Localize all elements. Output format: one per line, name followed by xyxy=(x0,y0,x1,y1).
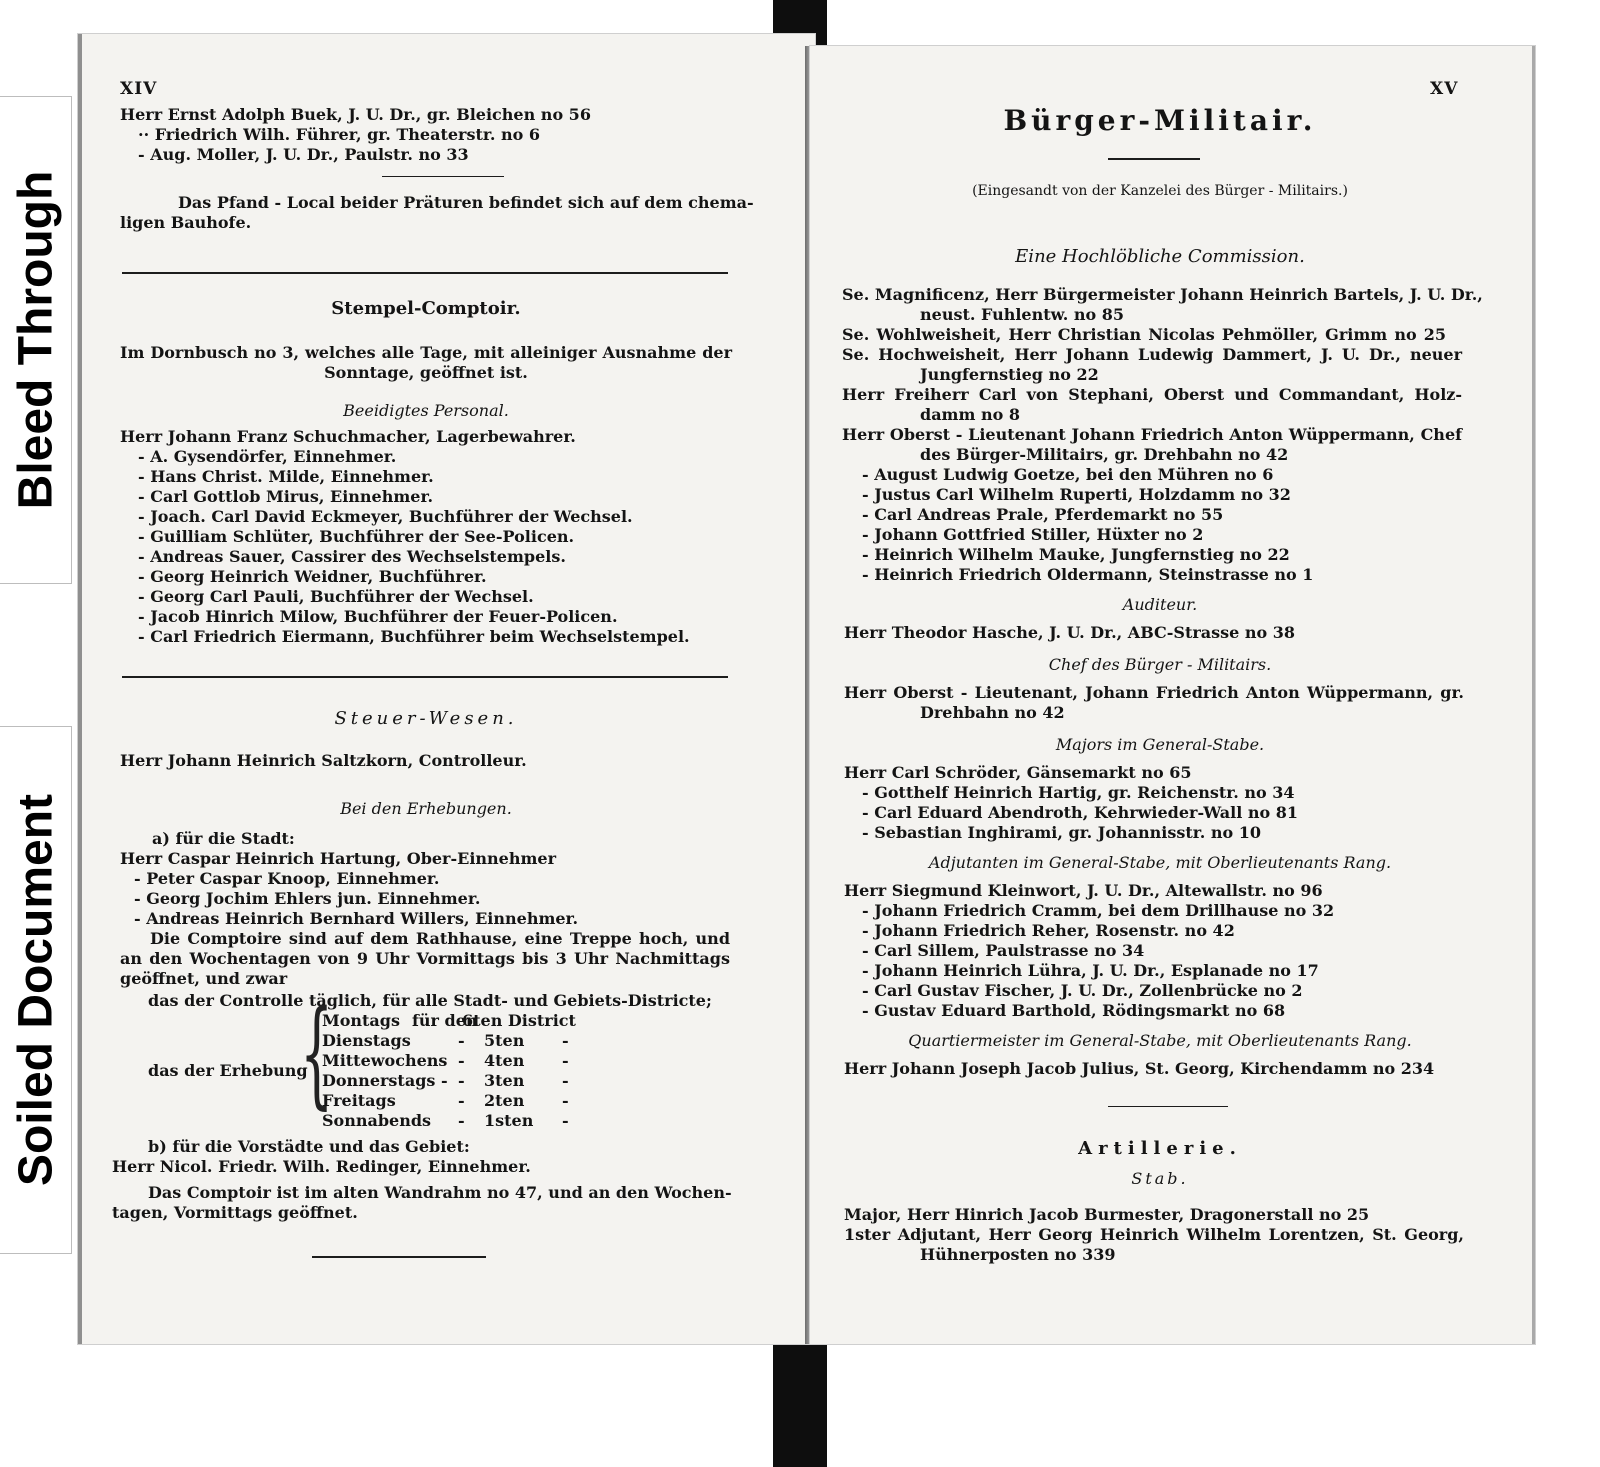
commission-line: - August Ludwig Goetze, bei den Mühren no 6 xyxy=(862,465,1274,484)
schedule-district: 2ten xyxy=(484,1091,525,1110)
schedule-brace: { xyxy=(300,986,334,1121)
military-title: Bürger-Militair. xyxy=(1003,104,1317,137)
commission-line: Se. Hochweisheit, Herr Johann Ludewig Dammert, J. U. Dr., neuer xyxy=(842,345,1462,364)
commission-line: Herr Oberst - Lieutenant Johann Friedrich Anton Wüppermann, Chef xyxy=(842,425,1462,444)
city-staff: - Georg Jochim Ehlers jun. Einnehmer. xyxy=(134,889,481,908)
commission-line: - Heinrich Friedrich Oldermann, Steinstrasse no 1 xyxy=(862,565,1314,584)
stempel-staff: - Carl Friedrich Eiermann, Buchführer beim Wechselstempel. xyxy=(138,627,690,646)
commission-line: - Justus Carl Wilhelm Ruperti, Holzdamm no 32 xyxy=(862,485,1291,504)
end-rule xyxy=(312,1256,486,1258)
stempel-staff: Herr Johann Franz Schuchmacher, Lagerbewahrer. xyxy=(120,427,576,446)
commission-line: neust. Fuhlentw. no 85 xyxy=(920,305,1125,324)
adjutant-entry: Herr Siegmund Kleinwort, J. U. Dr., Altewallstr. no 96 xyxy=(844,881,1323,900)
stab-title: Stab. xyxy=(1131,1169,1189,1188)
stempel-staff: - A. Gysendörfer, Einnehmer. xyxy=(138,447,397,466)
commission-line: Herr Freiherr Carl von Stephani, Oberst und Commandant, Holz- xyxy=(842,385,1462,404)
bleed-through-text: Bleed Through xyxy=(9,170,62,510)
quartier-entry: Herr Johann Joseph Jacob Julius, St. Georg, Kirchendamm no 234 xyxy=(844,1059,1435,1078)
stempel-staff: - Carl Gottlob Mirus, Einnehmer. xyxy=(138,487,434,506)
schedule-district: 1sten xyxy=(484,1111,534,1130)
schedule-mark: - xyxy=(562,1031,569,1050)
adjutant-entry: - Carl Gustav Fischer, J. U. Dr., Zollenbrücke no 2 xyxy=(862,981,1303,1000)
schedule-day: Donnerstags - xyxy=(322,1071,448,1090)
military-note: (Eingesandt von der Kanzelei des Bürger - Militairs.) xyxy=(972,183,1348,199)
majors-title: Majors im General-Stabe. xyxy=(1055,735,1265,754)
commission-line: Jungfernstieg no 22 xyxy=(920,365,1099,384)
schedule-mid: - xyxy=(458,1091,465,1110)
auditeur-entry: Herr Theodor Hasche, J. U. Dr., ABC-Strasse no 38 xyxy=(844,623,1296,642)
schedule-day: Mittewochens xyxy=(322,1051,448,1070)
comptoir-line: das der Controlle täglich, für alle Stadt- und Gebiets-Districte; xyxy=(148,991,712,1010)
right-page xyxy=(810,46,1535,1344)
section-rule xyxy=(122,272,728,274)
comptoir-line: Die Comptoire sind auf dem Rathhause, eine Treppe hoch, und xyxy=(150,929,730,948)
page-number-xiv: XIV xyxy=(120,79,158,99)
schedule-day: Sonnabends xyxy=(322,1111,432,1130)
commission-line: Se. Wohlweisheit, Herr Christian Nicolas Pehmöller, Grimm no 25 xyxy=(842,325,1446,344)
stempel-staff: - Georg Carl Pauli, Buchführer der Wechsel. xyxy=(138,587,534,606)
commission-line: - Johann Gottfried Stiller, Hüxter no 2 xyxy=(862,525,1204,544)
commission-line: des Bürger-Militairs, gr. Drehbahn no 42 xyxy=(920,445,1289,464)
commission-title: Eine Hochlöbliche Commission. xyxy=(1015,246,1305,267)
stempel-intro: Sonntage, geöffnet ist. xyxy=(324,363,528,382)
steuer-subtitle: Bei den Erhebungen. xyxy=(340,799,512,818)
suburbs-staff: Herr Nicol. Friedr. Wilh. Redinger, Einnehmer. xyxy=(112,1157,531,1176)
adjutant-entry: - Gustav Eduard Barthold, Rödingsmarkt no 68 xyxy=(862,1001,1286,1020)
schedule-day: Freitags xyxy=(322,1091,396,1110)
stempel-staff: - Hans Christ. Milde, Einnehmer. xyxy=(138,467,434,486)
stempel-staff: - Georg Heinrich Weidner, Buchführer. xyxy=(138,567,487,586)
pfand-line: Das Pfand - Local beider Präturen befindet sich auf dem chema- xyxy=(178,193,754,212)
adjutanten-title: Adjutanten im General-Stabe, mit Oberlieutenants Rang. xyxy=(928,853,1392,872)
stab-line: Hühnerposten no 339 xyxy=(920,1245,1116,1264)
pfand-line: ligen Bauhofe. xyxy=(120,213,252,232)
erhebung-label: das der Erhebung xyxy=(148,1061,308,1080)
commission-line: Se. Magnificenz, Herr Bürgermeister Johann Heinrich Bartels, J. U. Dr., xyxy=(842,285,1483,304)
artillerie-rule xyxy=(1108,1106,1228,1107)
schedule-mid: - xyxy=(458,1031,465,1050)
city-staff: - Andreas Heinrich Bernhard Willers, Einnehmer. xyxy=(134,909,579,928)
schedule-district: 3ten xyxy=(484,1071,525,1090)
page-number-xv: XV xyxy=(1430,79,1459,99)
city-label: a) für die Stadt: xyxy=(152,829,295,848)
suburbs-label: b) für die Vorstädte und das Gebiet: xyxy=(148,1137,470,1156)
left-page xyxy=(78,34,815,1344)
commission-line: - Heinrich Wilhelm Mauke, Jungfernstieg no 22 xyxy=(862,545,1290,564)
quartier-title: Quartiermeister im General-Stabe, mit Oberlieutenants Rang. xyxy=(908,1031,1412,1050)
section-rule xyxy=(122,676,728,678)
short-rule xyxy=(382,176,504,177)
schedule-mark: - xyxy=(562,1051,569,1070)
artillerie-title: Artillerie. xyxy=(1078,1138,1242,1159)
steuer-title: Steuer-Wesen. xyxy=(334,708,518,729)
schedule-district: 5ten xyxy=(484,1031,525,1050)
chef-line: Drehbahn no 42 xyxy=(920,703,1065,722)
final-line: tagen, Vormittags geöffnet. xyxy=(112,1203,358,1222)
schedule-mark: - xyxy=(562,1111,569,1130)
schedule-district: 6ten District xyxy=(462,1011,576,1030)
schedule-mark: - xyxy=(562,1071,569,1090)
stab-line: 1ster Adjutant, Herr Georg Heinrich Wilhelm Lorentzen, St. Georg, xyxy=(844,1225,1464,1244)
major-entry: - Gotthelf Heinrich Hartig, gr. Reichenstr. no 34 xyxy=(862,783,1295,802)
chef-title: Chef des Bürger - Militairs. xyxy=(1048,655,1272,674)
adjutant-entry: - Johann Friedrich Cramm, bei dem Drillhause no 32 xyxy=(862,901,1335,920)
bleed-through-label xyxy=(0,96,72,584)
major-entry: - Sebastian Inghirami, gr. Johannisstr. no 10 xyxy=(862,823,1262,842)
major-entry: - Carl Eduard Abendroth, Kehrwieder-Wall no 81 xyxy=(862,803,1299,822)
binding-strip-bottom xyxy=(773,1336,827,1467)
schedule-day: Dienstags xyxy=(322,1031,411,1050)
schedule-mid: - xyxy=(458,1071,465,1090)
soiled-document-text: Soiled Document xyxy=(9,793,62,1187)
comptoir-line: an den Wochentagen von 9 Uhr Vormittags bis 3 Uhr Nachmittags xyxy=(120,949,730,968)
schedule-mark: - xyxy=(562,1091,569,1110)
stab-line: Major, Herr Hinrich Jacob Burmester, Dragonerstall no 25 xyxy=(844,1205,1370,1224)
auditeur-title: Auditeur. xyxy=(1122,595,1198,614)
final-line: Das Comptoir ist im alten Wandrahm no 47, und an den Wochen- xyxy=(148,1183,732,1202)
comptoir-line: geöffnet, und zwar xyxy=(120,969,288,988)
commission-line: damm no 8 xyxy=(920,405,1020,424)
schedule-mid: - xyxy=(458,1051,465,1070)
schedule-day: Montags xyxy=(322,1011,400,1030)
stempel-staff: - Guilliam Schlüter, Buchführer der See-Policen. xyxy=(138,527,575,546)
adjutant-entry: - Johann Friedrich Reher, Rosenstr. no 42 xyxy=(862,921,1235,940)
top-entry: - Aug. Moller, J. U. Dr., Paulstr. no 33 xyxy=(138,145,469,164)
soiled-document-label xyxy=(0,726,72,1254)
schedule-mid: - xyxy=(458,1111,465,1130)
chef-line: Herr Oberst - Lieutenant, Johann Friedrich Anton Wüppermann, gr. xyxy=(844,683,1464,702)
adjutant-entry: - Carl Sillem, Paulstrasse no 34 xyxy=(862,941,1145,960)
stempel-subtitle: Beeidigtes Personal. xyxy=(343,401,509,420)
stempel-staff: - Andreas Sauer, Cassirer des Wechselstempels. xyxy=(138,547,566,566)
top-entry: Herr Ernst Adolph Buek, J. U. Dr., gr. Bleichen no 56 xyxy=(120,105,591,124)
stempel-staff: - Jacob Hinrich Milow, Buchführer der Feuer-Policen. xyxy=(138,607,618,626)
stempel-title: Stempel-Comptoir. xyxy=(331,298,521,319)
adjutant-entry: - Johann Heinrich Lühra, J. U. Dr., Esplanade no 17 xyxy=(862,961,1319,980)
stempel-intro: Im Dornbusch no 3, welches alle Tage, mit alleiniger Ausnahme der xyxy=(120,343,732,362)
schedule-mid: für den xyxy=(412,1011,478,1030)
stempel-staff: - Joach. Carl David Eckmeyer, Buchführer der Wechsel. xyxy=(138,507,633,526)
major-entry: Herr Carl Schröder, Gänsemarkt no 65 xyxy=(844,763,1192,782)
city-staff: - Peter Caspar Knoop, Einnehmer. xyxy=(134,869,440,888)
top-entry: ·· Friedrich Wilh. Führer, gr. Theaterstr. no 6 xyxy=(138,125,540,144)
schedule-district: 4ten xyxy=(484,1051,525,1070)
steuer-controller: Herr Johann Heinrich Saltzkorn, Controlleur. xyxy=(120,751,527,770)
commission-line: - Carl Andreas Prale, Pferdemarkt no 55 xyxy=(862,505,1224,524)
title-rule xyxy=(1108,158,1200,160)
city-staff: Herr Caspar Heinrich Hartung, Ober-Einnehmer xyxy=(120,849,557,868)
